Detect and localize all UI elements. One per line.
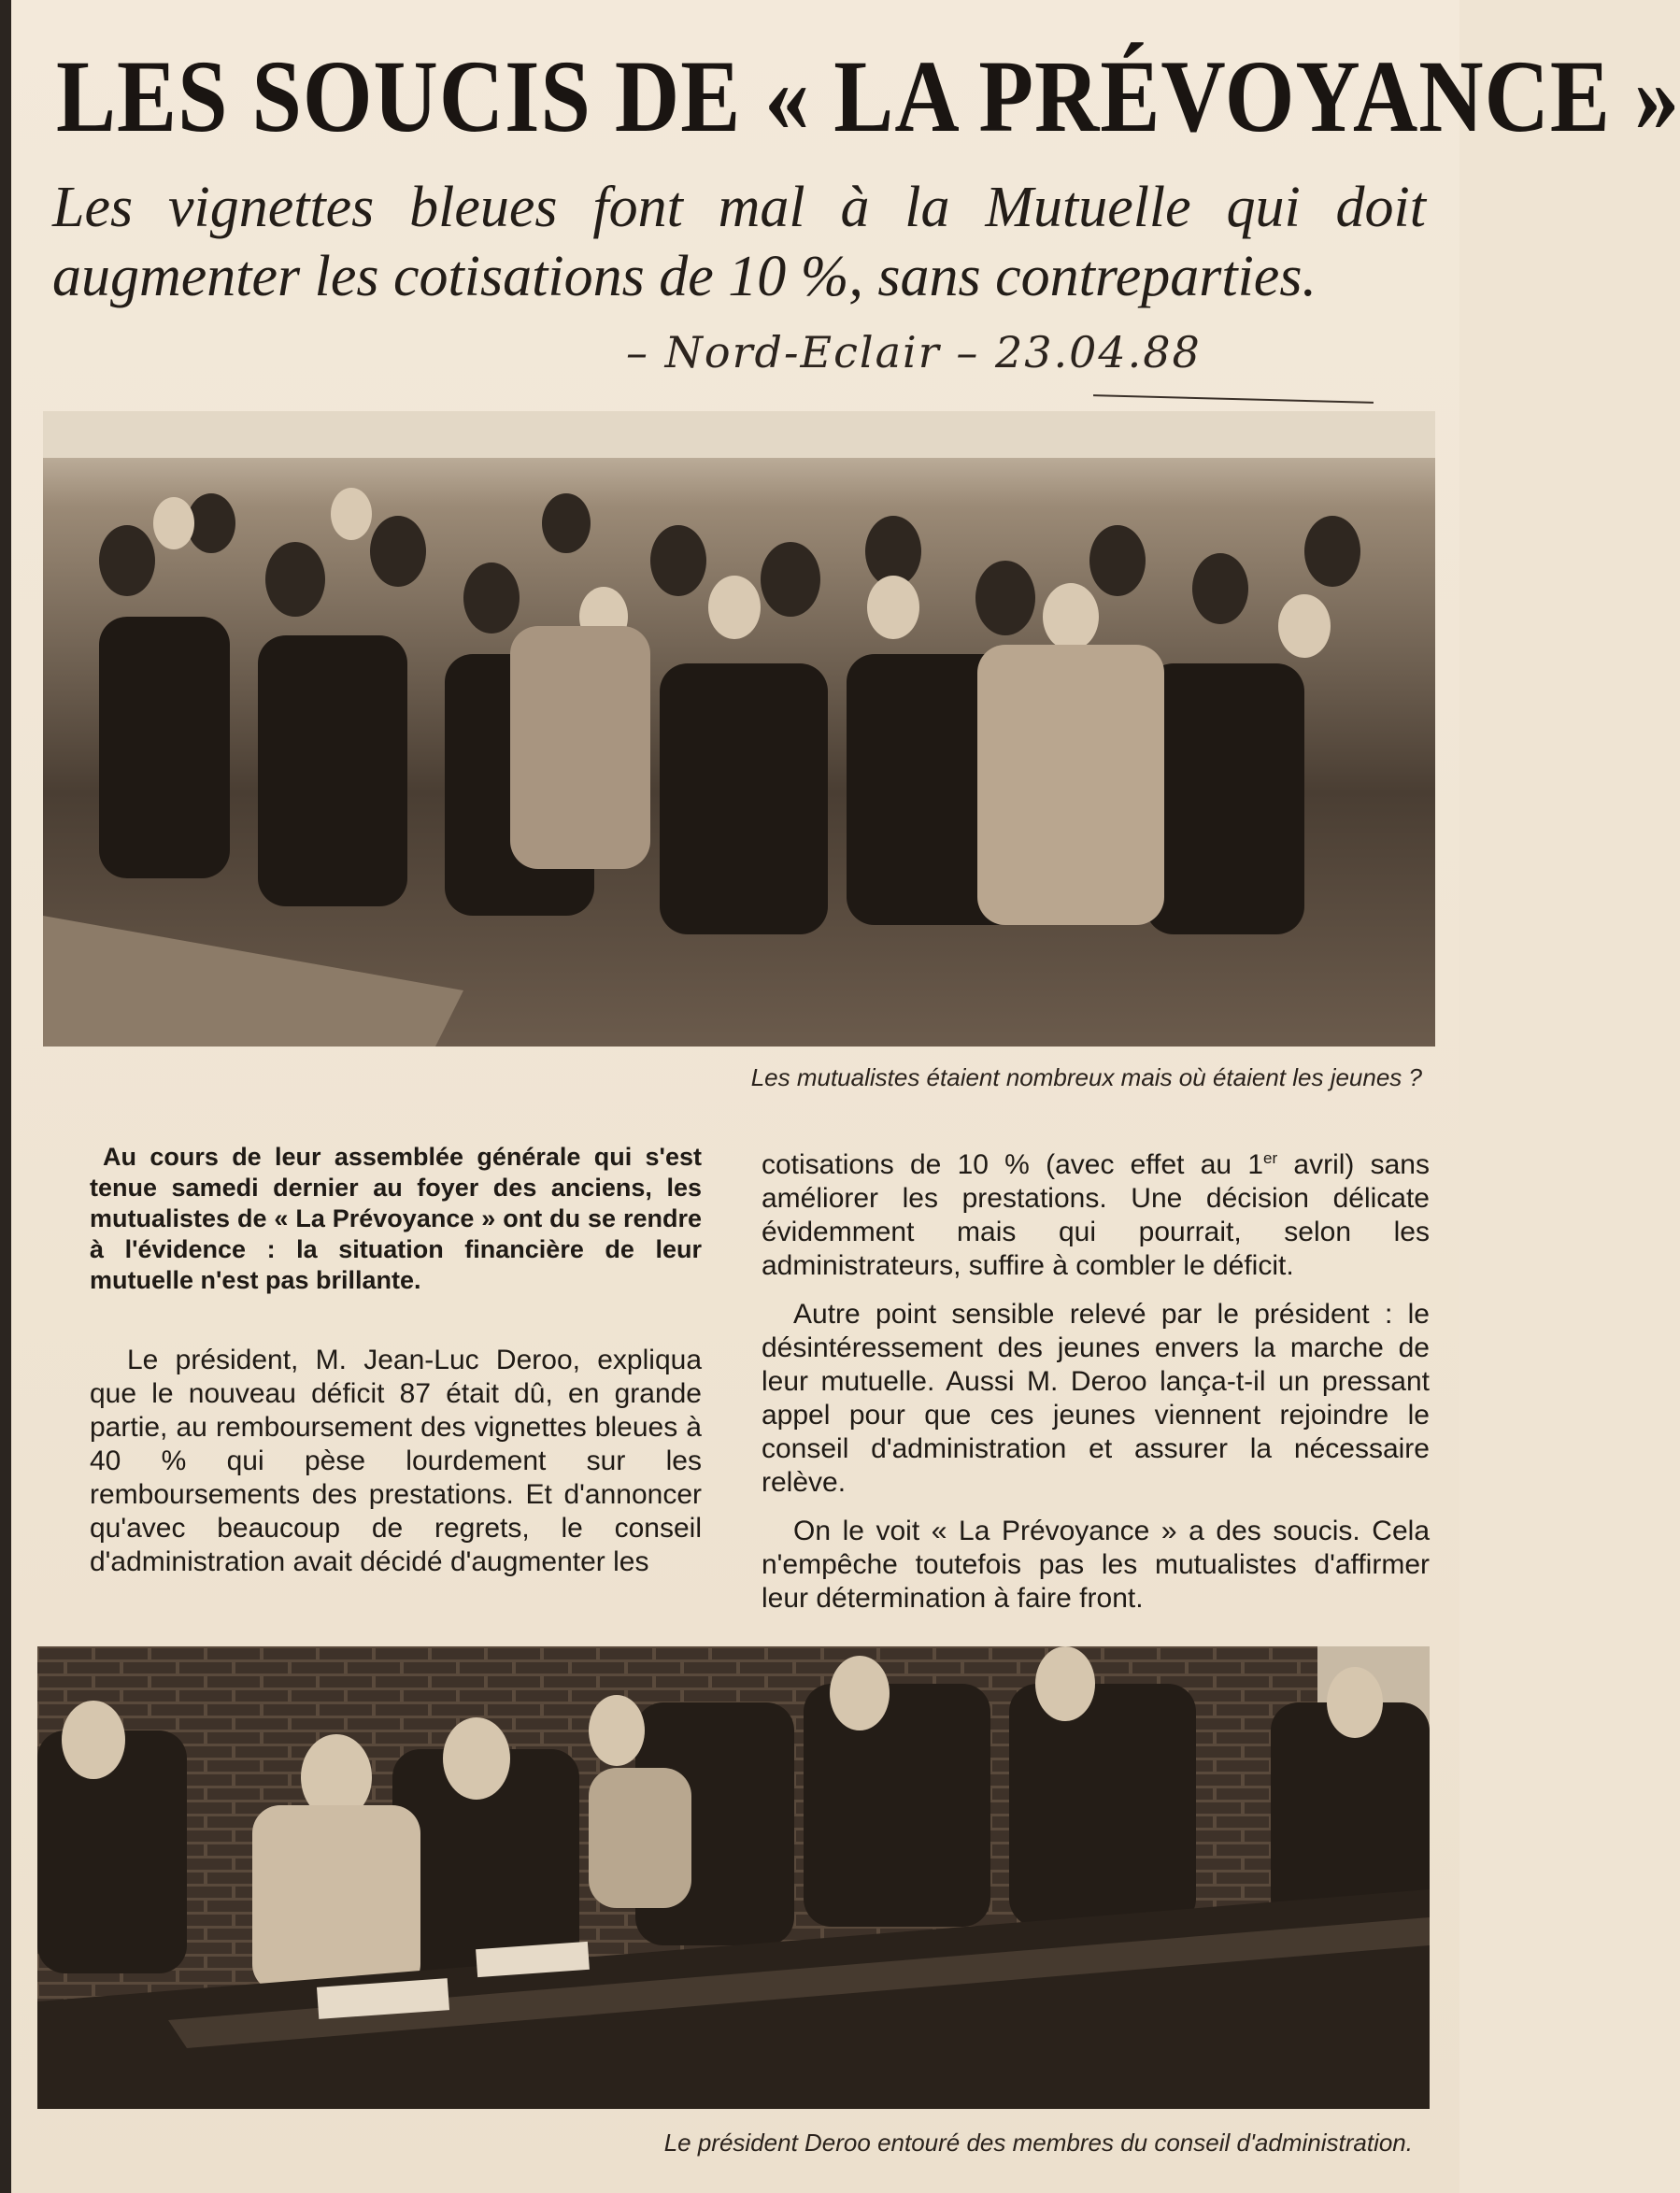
article-paragraph-2: Autre point sensible relevé par le président : le désintéressement des jeunes envers la marche de leur mutuelle. Aussi M. Deroo lança-t-il un pressant appel pour que ces jeunes viennent rejoindre le conseil d'administration et assurer la nécessaire relève. (762, 1299, 1430, 1498)
article-paragraph-3: On le voit « La Prévoyance » a des soucis. Cela n'empêche toutefois pas les mutualistes d'affirmer leur détermination à faire front. (762, 1516, 1430, 1614)
scan-edge (0, 0, 11, 2193)
board-photo-caption: Le président Deroo entouré des membres du conseil d'administration. (663, 2129, 1413, 2157)
board-photo (37, 1646, 1430, 2109)
article-paragraph-1: Le président, M. Jean-Luc Deroo, expliqua que le nouveau déficit 87 était dû, en grande partie, au remboursement des vignettes bleues à 40 % qui pèse lourdement sur les remboursements des prestations. Et d'annoncer qu'avec beaucoup de regrets, le conseil d'administration avait décidé d'augmenter les (90, 1345, 702, 1577)
subtitle: Les vignettes bleues font mal à la Mutuelle qui doit augmenter les cotisations de 10 %, sans contreparties. (52, 176, 1426, 308)
audience-photo-caption: Les mutualistes étaient nombreux mais où étaient les jeunes ? (750, 1063, 1422, 1091)
article-paragraph-1-continued: cotisations de 10 % (avec effet au 1er avril) sans améliorer les prestations. Une décision délicate évidemment mais qui pourrait, selon les administrateurs, suffire à combler le déficit. (762, 1149, 1430, 1281)
handwritten-source-note: – Nord-Eclair – 23.04.88 (626, 327, 1202, 377)
headline: LES SOUCIS DE « LA PRÉVOYANCE » (56, 38, 1680, 154)
handwritten-underline (1093, 394, 1374, 404)
article-lead: Au cours de leur assemblée générale qui s'est tenue samedi dernier au foyer des anciens, les mutualistes de « La Prévoyance » ont du se rendre à l'évidence : la situation financière de leur mutuelle n'est pas brillante. (90, 1143, 702, 1294)
article-right-column (762, 1142, 1430, 1631)
audience-photo (43, 411, 1435, 1047)
